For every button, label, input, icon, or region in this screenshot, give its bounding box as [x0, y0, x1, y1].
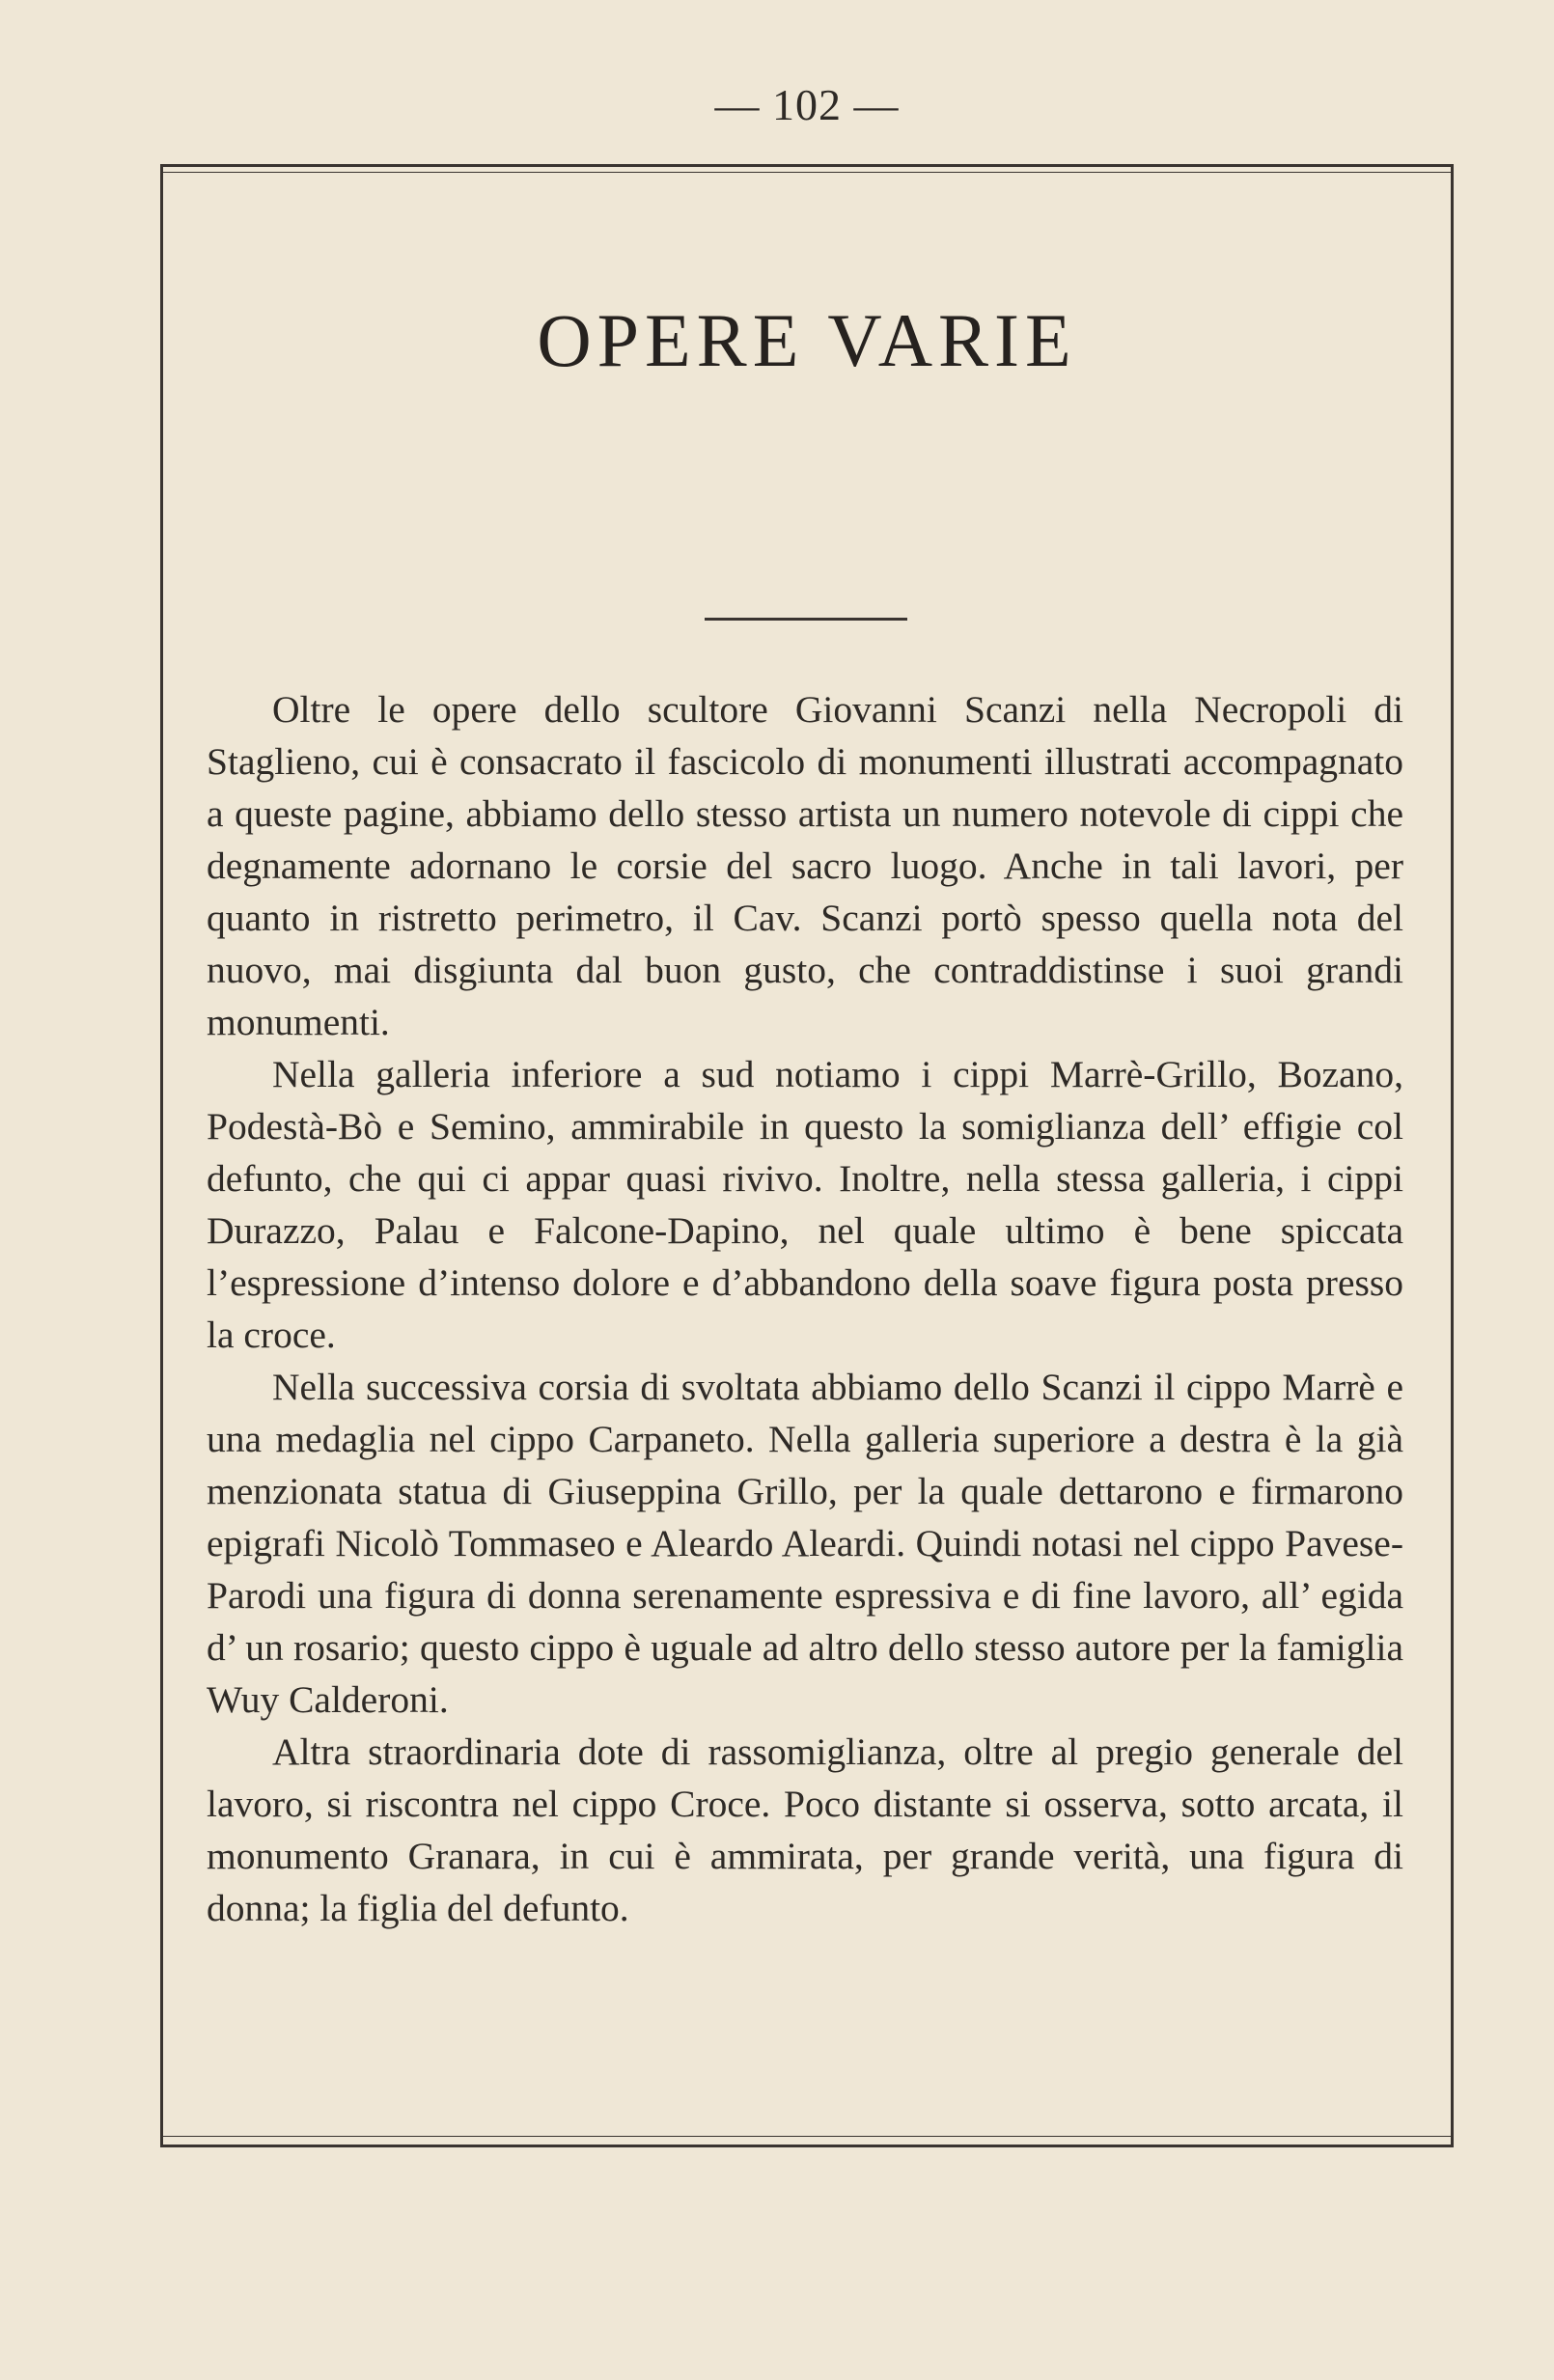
paragraph: Oltre le opere dello scultore Giovanni Scanzi nella Necropoli di Staglieno, cui è consacrato il fascicolo di monumenti illustrati accompagnato a queste pagine, abbiamo dello stesso artista un numero notevole di cippi che degnamente adornano le corsie del sacro luogo. Anche in tali lavori, per quanto in ristretto perimetro, il Cav. Scanzi portò spesso quella nota del nuovo, mai disgiunta dal buon gusto, che contraddistinse i suoi grandi monumenti. [207, 688, 1403, 1043]
section-title: OPERE VARIE [537, 298, 1077, 382]
paragraph: Nella galleria inferiore a sud notiamo i cippi Marrè-Grillo, Bozano, Podestà-Bò e Semino, ammirabile in questo la somiglianza dell’ effigie col defunto, che qui ci appar quasi rivivo. Inoltre, nella stessa galleria, i cippi Durazzo, Palau e Falcone-Dapino, nel quale ultimo è bene spiccata l’espressione d’intenso dolore e d’abbandono della soave figura posta presso la croce. [207, 1053, 1403, 1356]
paragraph: Nella successiva corsia di svoltata abbiamo dello Scanzi il cippo Marrè e una medaglia nel cippo Carpaneto. Nella galleria superiore a destra è la già menzionata statua di Giuseppina Grillo, per la quale dettarono e firmarono epigrafi Nicolò Tommaseo e Aleardo Aleardi. Quindi notasi nel cippo Pavese-Parodi una figura di donna serenamente espressiva e di fine lavoro, all’ egida d’ un rosario; questo cippo è uguale ad altro dello stesso autore per la famiglia Wuy Calderoni. [207, 1366, 1403, 1721]
frame-bottom-rule [160, 2145, 1454, 2147]
paragraph: Altra straordinaria dote di rassomiglianza, oltre al pregio generale del lavoro, si riscontra nel cippo Croce. Poco distante si osserva, sotto arcata, il monumento Granara, in cui è ammirata, per grande verità, una figura di donna; la figlia del defunto. [207, 1730, 1403, 1929]
page-number: — 102 — [714, 80, 900, 129]
body-text [207, 683, 1403, 1934]
title-rule [705, 618, 907, 621]
